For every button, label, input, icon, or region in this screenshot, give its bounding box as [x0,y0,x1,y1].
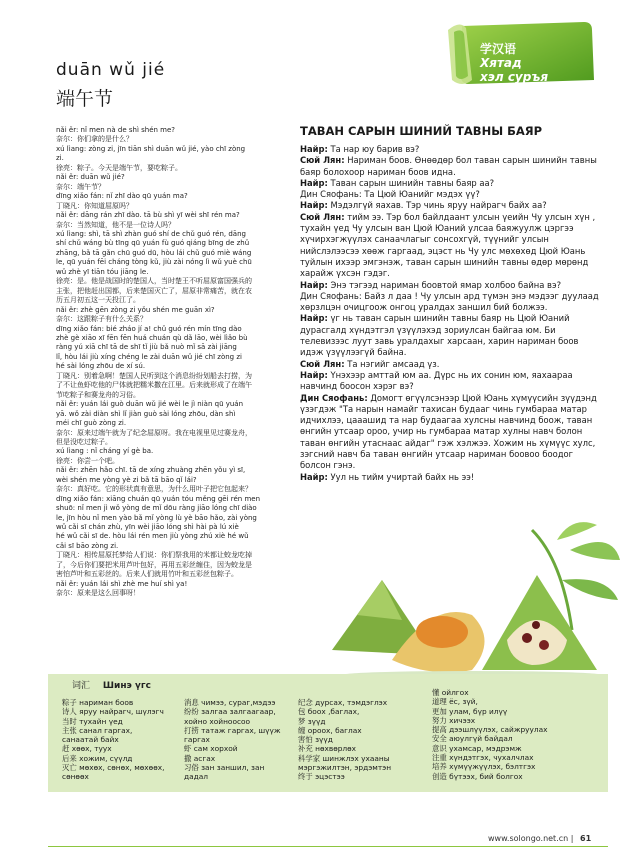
speaker-text: Домогт өгүүлсэнээр Цюй Юань хүмүүсийн зүүдэнд үзэгдэж "Та нарын намайг тахисан будааг чинь гумбараа матар идчихлээ, цааашид та нар будаагаа хулсны навчинд боож, таван өнгийн утсаар ороо, учир нь гумбараа матар хулны навч болон таван өнгийн утаснаас айдаг" гэж хэлжээ. Хожим нь хүмүүс хулс, зэгсний навч ба таван өнгийн утсаар нариман боовоо боодог болсон гэнэ. [300,392,597,471]
dialogue-line: 但是没吃过粽子。 [56,437,112,446]
translation-line [300,178,600,189]
dialogue-line: yā. wǒ zài diàn shì lǐ jiàn guò sài lóng zhōu, dàn shì [56,409,236,418]
dialogue-line: zhāng, bǎ tā gǎn chū guó dū, hòu lái chǔ guó miè wáng [56,248,252,257]
page-number: 61 [580,834,592,843]
translation-line [300,189,600,200]
vocab-entry: 安全 аюулгүй байдал [432,734,513,744]
speaker-text: үг нь таван сарын шинийн тавны баяр нь Цюй Юаний дурасгалд хүндэтгэл үзүүлэхэд зориулсан байгаа юм. Би телевизээс луут завь уралдахыг харсаан, харин нариман боов идэж үзүүлээгүй байна. [300,313,579,358]
dialogue-line: zi. [56,154,64,163]
dialogue-line: méi chī guò zòng zi. [56,419,127,428]
speaker-name: Найр: [300,369,328,380]
dialogue-line: zhè gè xiāo xī fēn fēn huá chuán qù dǎ lāo, wèi lìǎo bù [56,333,248,342]
vocab-entry: 当时 тухайн үед [62,716,123,726]
vocab-entry: 梦 зүүд [298,716,326,726]
speaker-text: тийм ээ. Тэр бол байлдаант улсын үеийн Чу улсын хүн , тухайн үед Чу улсын ван Цюй Юаний улсаа баяжуулж цэргээ хүчирхэгжүүлэх санаачлагыг сонсохгүй, түүнийг улсын нийслэлээсээ хөөж гаргаад, эцэст нь Чу улс мөхөхөд Цюй Юань туйлын ихээр эмгэнэж, таван сарын шинийн тавны өдөр мөрөнд харайж үхсэн гэдэг. [300,211,596,279]
speaker-name: Найр: [300,471,328,482]
dialogue-line: cǎi sī bāo zòng zi. [56,541,119,550]
dialogue-line: 历五月初五这一天投江了。 [56,296,140,305]
dialogue-line: le, qū yuán fēi cháng tòng kǔ, jiù zài nóng lì wǔ yuè chū [56,258,252,267]
vocab-column-2 [184,698,281,782]
speaker-name: Найр: [300,200,328,211]
badge-line-3: хэл суръя [480,70,549,84]
dialogue-line: 奈尔：原来是这么回事呀！ [56,589,140,598]
vocab-entry: 粽子 нариман боов [62,698,134,707]
dialogue-line: nǎi ěr: yuán lái guò duān wǔ jié wèi le jì niàn qū yuán [56,400,244,409]
dialogue-line: nǎi ěr: nǐ men nà de shì shén me? [56,126,176,134]
vocab-entry: 赶 хөөх, туух [62,744,112,754]
speaker-name: Сюй Лян: [300,211,345,222]
dialogue-line: nǎi ěr: yuán lái shì zhè me huí shì ya! [56,579,188,588]
dialogue-line: ràng yú xiā chī tā de shī tǐ jiù bǎ nuò mǐ sā zài jiāng [56,343,237,352]
dialogue-line: 奈尔：端午节？ [56,182,105,191]
vocab-entry: 害怕 зүүд [298,735,333,745]
dialogue-line: hé sài lóng zhōu de xí sú. [56,362,146,371]
dialogue-line: 丁晓凡：别着急啊！楚国人民听到这个消息纷纷划船去打捞，为 [56,371,252,380]
vocab-entry: 意识 ухамсар, мэдрэмж [432,743,522,753]
dialogue-line: nǎi ěr: zhēn hǎo chī. tā de xíng zhuàng zhēn yǒu yì sī, [56,466,246,475]
dialogue-line: lǐ, hòu lái jiù xíng chéng le zài duān wǔ jié chī zòng zi [56,352,242,361]
page-footer [488,834,591,843]
vocab-entry: 注重 хүндэтгэх, чухалчлах [432,753,534,763]
vocab-entry: 缠 ороох, баглах [298,725,362,735]
speaker-name: Сюй Лян: [300,155,345,166]
speaker-text: Дин Сяофань: Та Цюй Юанийг мэдэх үү? [300,189,480,200]
vocab-entry: 道理 ёс, зүй, [432,697,478,707]
dialogue-line: xú lìang: shì, tā shì zhàn guó shí de chǔ guó rén, dāng [56,229,246,238]
badge-label [480,42,548,84]
speaker-name: Найр: [300,177,328,188]
dialogue-line: 害怕芦叶和五彩丝的。后来人们就用竹叶和五彩丝包粽子。 [56,570,238,579]
speaker-name: Сюй Лян: [300,358,345,369]
speaker-text: Дин Сяофань: Байз л даа ! Чу улсын ард түмэн энэ мэдээг дуулаад хөрзлцэн очицгоож онгоц уралдах заншил бий болжээ. [300,290,599,313]
dialogue-line: dīng xiǎo fán: nǐ zhī dào qū yuán ma? [56,192,188,201]
translation-line [300,359,600,370]
dialogue-line: nǎi ěr: duān wǔ jié? [56,173,125,182]
speaker-text: Уул нь тийм учиртай байх нь ээ! [327,471,475,482]
vocabulary-heading-cn: 词汇 [72,681,91,691]
vocab-entry: 更加 улам, бүр илүү [432,706,508,716]
speaker-text: Нариман боов. Өнөөдөр бол таван сарын шинийн тавны баяр болохоор нариман боов идна. [300,155,597,177]
dialogue-line: xú lìang : nǐ cháng yí gè ba. [56,447,154,456]
translation-line [300,291,600,314]
speaker-name: Найр: [300,313,328,324]
speaker-name: Найр: [300,279,328,290]
speaker-text: Мэдэлгүй яахав. Тэр чинь яруу найрагч байх аа? [327,200,547,211]
translation-line [300,200,600,211]
translation-line [300,144,600,155]
dialogue-line: 奈尔：真好吃。它的形状真有意思，为什么用叶子把它包起来？ [56,485,252,494]
translation-line [300,370,600,393]
dialogue-line: 丁晓凡：相传屈原托梦给人们说：你们祭我用的米都让蛟龙吃掉 [56,551,252,560]
vocab-column-1 [62,698,164,782]
dialogue-line: 徐亮：你尝一个吧。 [56,456,119,465]
dialogue-line: 奈尔：当然知道，他不是一位诗人吗？ [56,220,175,229]
dialogue-line: wǔ cǎi sī chán zhù, yīn wèi jiāo lóng shì hài pà lú xiè [56,523,239,532]
vocab-column-4 [432,688,548,781]
vocab-entry: 包 боох ,баглах, [298,707,360,717]
speaker-text: Үнэхээр амттай юм аа. Дүрс нь их сонин юм, яахаараа навчинд боосон хэрэг вэ? [300,369,573,392]
vocab-entry: 主张 санал гаргах, [62,725,133,735]
vocab-entry: 后来 хожим, сүүлд [62,753,133,763]
footer-url: www.solongo.net.cn [488,834,569,843]
vocab-entry: 努力 хичээх [432,715,476,725]
vocab-entry: 打捞 татаж гаргах, шүүж [184,725,281,735]
speaker-name: Найр: [300,144,328,154]
vocab-entry: 纪念 дурсах, тэмдэглэх [298,698,388,707]
speaker-text: Энэ тэгээд нариман боовтой ямар холбоо байна вэ? [327,279,562,290]
dialogue-line: wèi shén me yòng yè zi bǎ tā bāo qǐ lái? [56,475,197,484]
speaker-text: Таван сарын шинийн тавны баяр аа? [327,177,495,188]
dialogue-line: dīng xiǎo fán: bié zháo jí a! chǔ guó rén mín tīng dào [56,324,242,333]
vocabulary-heading [72,678,151,691]
badge-line-2: Хятад [480,56,522,70]
dialogue-line: 丁晓凡：你知道屈原吗？ [56,201,133,210]
translation-line [300,393,600,472]
vocab-entry: 撒 асгах [184,753,216,763]
dialogue-line: 奈尔：这跟粽子有什么关系？ [56,315,147,324]
dialogue-line: 了，今后你们要把米用芦叶包好，再用五彩丝缠住，因为蛟龙是 [56,560,252,569]
dialogue-line: shí chǔ wáng bù tīng qū yuán fù guó qiáng bīng de zhǔ [56,239,250,248]
dialogue-line: shuō: nǐ men jì wǒ yòng de mǐ dōu ràng jiāo lóng chī diào [56,504,257,513]
vocab-entry: 诗人 яруу найрагч, шүлэгч [62,707,164,717]
dialogue-line: xú lìang: zòng zi, jīn tiān shì duān wǔ jié, yào chī zòng [56,144,246,153]
vocab-entry: мэргэжилтэн, эрдэмтэн [298,763,392,773]
translation-line [300,472,600,483]
vocab-entry: 消息 чимээ, сураг,мэдээ [184,698,276,707]
dialogue-line: 徐亮：是。他是战国时的楚国人，当时楚王不听屈原富国强兵的 [56,277,252,286]
speaker-name: Дин Сяофань: [300,392,368,403]
vocab-entry: 培养 хүмүүжүүлэх, бэлтгэх [432,762,536,772]
vocab-entry: 虾 сам хорхой [184,744,238,754]
translation-line [300,155,600,178]
speaker-text: Та нэгийг амсаад үз. [344,358,440,369]
vocab-entry: 补充 нөхвөрлөх [298,744,357,754]
mongolian-title: ТАВАН САРЫН ШИНИЙ ТАВНЫ БАЯР [300,124,543,138]
vocabulary-heading-mn: Шинэ үгс [102,681,151,691]
vocab-entry: 习俗 зан заншил, зан [184,763,265,773]
translation-line [300,313,600,358]
vocab-entry: 提高 дээшлүүлэх, сайжруулах [432,725,548,735]
chinese-dialogue [56,126,278,599]
vocab-entry: 懂 ойлгох [432,688,469,697]
vocab-entry: санаатай байх [62,735,119,745]
dialogue-line: hé wǔ cǎi sī de. hòu lái rén men jiù yòng zhú xiè hé wǔ [56,532,249,541]
vocab-entry: 科学家 шинжлэх ухааны [298,753,390,763]
translation-line [300,212,600,280]
zongzi-illustration-icon [322,520,622,680]
chinese-title: 端午节 [56,88,114,110]
dialogue-line: 奈尔：你们拿的是什么？ [56,135,133,144]
dialogue-line: dīng xiǎo fán: xiāng chuán qū yuán tóu měng gēi rén men [56,494,261,503]
vocab-entry: сөнөөх [62,772,89,782]
dialogue-line: nǎi ěr: zhè gēn zòng zi yǒu shén me guān xì? [56,305,215,314]
dialogue-line: 奈尔：原来过端午就为了纪念屈原呀。我在电视里见过赛龙舟， [56,428,252,437]
mongolian-dialogue [300,144,600,483]
vocab-entry: 创造 бүтээх, бий болгох [432,771,523,781]
dialogue-line: 了不让鱼虾吃他的尸体就把糯米撒在江里。后来就形成了在端午 [56,381,252,390]
vocab-entry: 终于 эцэстээ [298,772,345,782]
badge-line-1: 学汉语 [480,42,517,56]
dialogue-line: nǎi ěr: dāng rán zhī dào. tā bù shì yī wèi shī rén ma? [56,211,240,220]
vocab-entry: 灭亡 мөхөх, сөнөх, мөхөөх, [62,763,165,773]
pinyin-title: duān wǔ jié [56,60,166,80]
vocab-column-3 [298,698,391,782]
footer-divider [48,846,608,847]
dialogue-line: wǔ zhè yī tiān tóu jiāng le. [56,267,149,276]
dialogue-line: 主张，把他赶出国都，后来楚国灭亡了，屈原非常痛苦，就在农 [56,286,252,295]
vocab-entry: дадал [184,772,209,782]
vocab-entry: хойно хойноосоо [184,716,251,726]
vocab-entry: 纷纷 залгаа залгаагаар, [184,707,276,717]
footer-separator: | [570,834,574,843]
vocab-entry: гаргах [184,735,210,745]
dialogue-line: le, jīn hòu nǐ men yào bǎ mǐ yòng lù yè bāo hǎo, zài yòng [56,513,257,522]
dialogue-line: 徐亮：粽子。今天是端午节，要吃粽子。 [56,163,182,172]
translation-line [300,280,600,291]
dialogue-line: 节吃粽子和赛龙舟的习俗。 [56,390,140,399]
speaker-text: Та нар юу барив вэ? [327,144,420,154]
